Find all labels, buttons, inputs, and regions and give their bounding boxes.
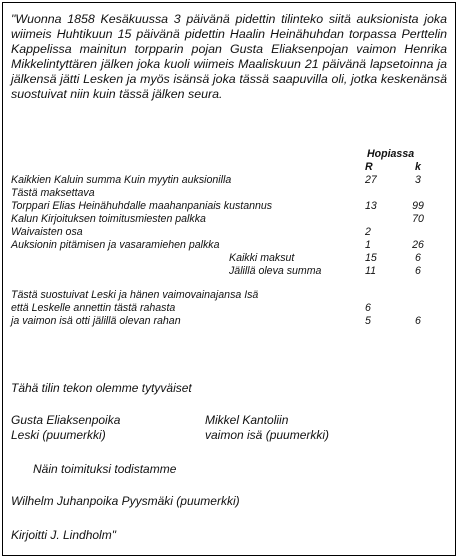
widower-role: Leski (puumerkki) — [11, 428, 106, 442]
row-r-value: 15 — [365, 252, 377, 264]
row-description: Torppari Elias Heinähuhdalle maahanpaniais kustannus — [11, 200, 273, 212]
column-k-header: k — [415, 161, 421, 173]
table-row — [11, 252, 447, 265]
row-k-value: 6 — [415, 252, 421, 264]
table-row — [11, 265, 447, 278]
widower-name: Gusta Eliaksenpoika — [11, 413, 121, 427]
document-page — [2, 2, 456, 556]
row-r-value: 13 — [365, 200, 377, 212]
row-r-value: 2 — [365, 226, 371, 238]
currency-header-row — [11, 148, 447, 161]
row-description: Kaikkien Kaluin summa Kuin myytin auksionilla — [11, 174, 232, 186]
signature-block — [11, 413, 447, 443]
witness-line: Wilhelm Juhanpoika Pyysmäki (puumerkki) — [11, 494, 240, 508]
row-subtotal-label: Jälillä oleva summa — [229, 265, 322, 277]
intro-paragraph: "Wuonna 1858 Kesäkuussa 3 päivänä pidettin tilinteko siitä auksionista joka wiimeis Huhtikuun 15 päivänä pidettin Haalin Heinähuhdan torpassa Perttelin Kappelissa mainitun torpparin pojan Gusta Eliaksenpojan vaimon Henrika Mikkelintyttären jälken joka kuoli wiimeis Maaliskuun 21 päivänä lapsetoinna ja jälkensä jätti Lesken ja myös isänsä joka tässä saapuvilla oli, jotka keskenänsä suostuivat niin kuin tässä jälken seura. — [11, 12, 447, 102]
agreement-row — [11, 315, 447, 328]
accounts-table — [11, 148, 447, 328]
row-r-value: 5 — [365, 315, 371, 327]
row-k-value: 99 — [412, 200, 424, 212]
table-row — [11, 226, 447, 239]
signature-names-row — [11, 413, 447, 428]
column-r-header: R — [365, 161, 373, 173]
row-description: Waivaisten osa — [11, 226, 83, 238]
satisfied-statement: Tähä tilin tekon olemme tytyväiset — [11, 381, 192, 395]
row-description: Kalun Kirjoituksen toimitusmiesten palkka — [11, 213, 206, 225]
row-r-value: 1 — [365, 239, 371, 251]
signature-roles-row — [11, 428, 447, 443]
column-header-row — [11, 161, 447, 174]
father-role: vaimon isä (puumerkki) — [205, 428, 330, 442]
row-r-value: 27 — [365, 174, 377, 186]
currency-header: Hopiassa — [367, 148, 415, 160]
table-row — [11, 213, 447, 226]
row-k-value: 6 — [415, 265, 421, 277]
row-description: Tästä maksettava — [11, 187, 95, 199]
row-k-value: 26 — [412, 239, 424, 251]
row-r-value: 6 — [365, 302, 371, 314]
attestation-line: Näin toimituksi todistamme — [33, 462, 177, 476]
row-k-value: 3 — [415, 174, 421, 186]
row-description: että Leskelle annettin tästä rahasta — [11, 302, 176, 314]
row-r-value: 11 — [365, 265, 376, 277]
table-row — [11, 187, 447, 200]
table-row — [11, 239, 447, 252]
agreement-row — [11, 302, 447, 315]
father-name: Mikkel Kantoliin — [205, 413, 289, 427]
table-row — [11, 174, 447, 187]
row-description: Tästä suostuivat Leski ja hänen vaimovainajansa Isä — [11, 289, 259, 301]
agreement-row — [11, 289, 447, 302]
table-row — [11, 200, 447, 213]
row-description: Auksionin pitämisen ja vasaramiehen palkka — [11, 239, 220, 251]
row-k-value: 70 — [412, 213, 424, 225]
writer-line: Kirjoitti J. Lindholm" — [11, 528, 116, 542]
row-description: ja vaimon isä otti jälillä olevan rahan — [11, 315, 181, 327]
row-subtotal-label: Kaikki maksut — [229, 252, 295, 264]
row-k-value: 6 — [415, 315, 421, 327]
